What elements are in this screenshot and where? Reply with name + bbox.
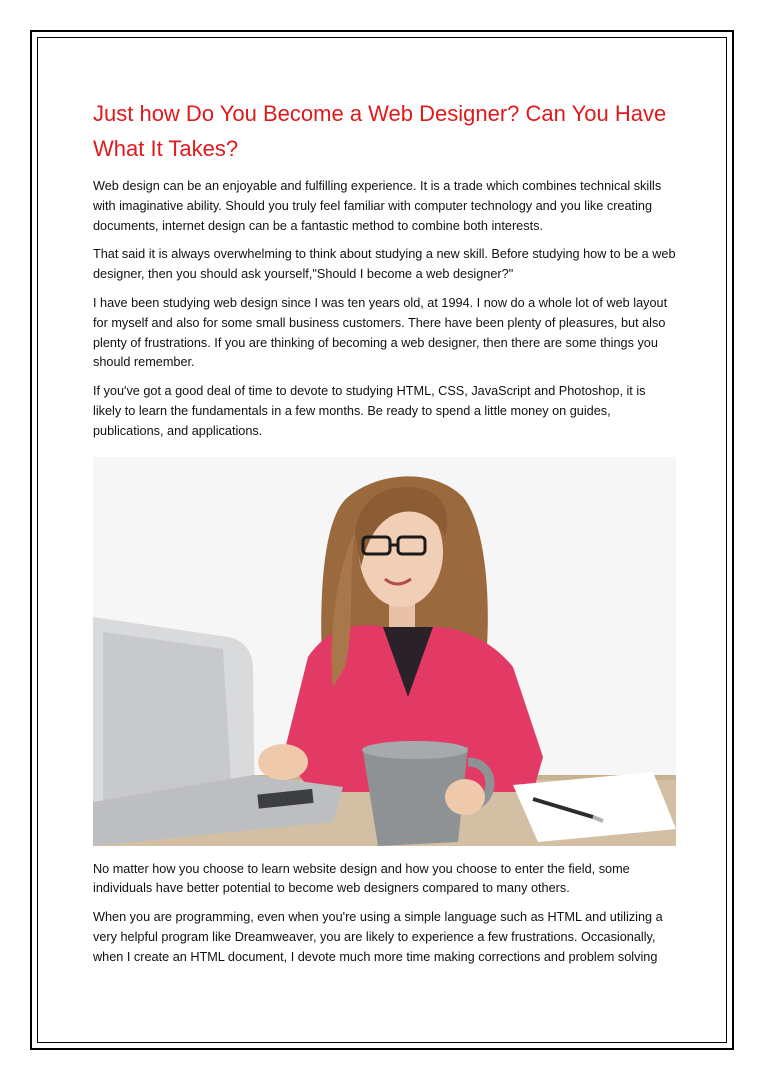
paragraph-potential: No matter how you choose to learn website design and how you choose to enter the field, some individuals have better potential to become web designers compared to many others. [93, 861, 630, 896]
article-photo [93, 457, 676, 846]
document-title: Just how Do You Become a Web Designer? Can You Have What It Takes? [93, 101, 667, 161]
paragraph-experience: I have been studying web design since I was ten years old, at 1994. I now do a whole lot of web layout for myself and also for some small business customers. There have been plenty of pleasures, but also plenty of frustrations. If you are thinking of becoming a web designer, then there are some things you should remember. [93, 295, 668, 370]
paragraph-intro: Web design can be an enjoyable and fulfilling experience. It is a trade which combines technical skills with imaginative ability. Should you truly feel familiar with computer technology and you like creating documents, internet design can be a fantastic method to combine both interests. [93, 179, 662, 233]
paragraph-programming: When you are programming, even when you're using a simple language such as HTML and utilizing a very helpful program like Dreamweaver, you are likely to experience a few frustrations. Occasionally, when I create an HTML document, I devote much more time making corrections and problem solving [93, 910, 663, 964]
paragraph-question: That said it is always overwhelming to think about studying a new skill. Before studying how to be a web designer, then you should ask yourself,"Should I become a web designer?" [93, 247, 676, 282]
document-content [93, 96, 676, 968]
paragraph-learning: If you've got a good deal of time to devote to studying HTML, CSS, JavaScript and Photoshop, it is likely to learn the fundamentals in a few months. Be ready to spend a little money on guides, publications, and applications. [93, 384, 646, 438]
